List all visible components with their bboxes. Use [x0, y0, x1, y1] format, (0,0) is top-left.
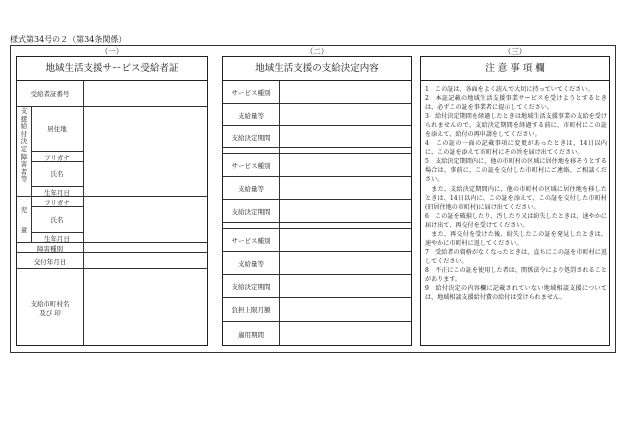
- amount-label-2: 支給量等: [238, 185, 264, 193]
- amount-label-1: 支給量等: [238, 112, 264, 120]
- notes-list: [425, 85, 607, 343]
- panel3-title: 注 意 事 項 欄: [421, 57, 609, 81]
- address-label: 居住地: [47, 125, 67, 133]
- child-furigana-label: フリガナ: [44, 199, 70, 207]
- note-4: 4 この証の一面の記載事項に変更があったときは、14日以内に、この証を添えて市町村にその旨を届け出てください。: [425, 140, 607, 157]
- municipality-seal-label: 支給市町村名 及び 印: [30, 300, 70, 317]
- note-2: 2 本証記載の地域生活支援事業サービスを受けようとするときは、必ずこの証を事業者に提示してください。: [425, 95, 607, 112]
- service-type-label-2: サービス種別: [231, 162, 271, 170]
- guardian-side-label: 支援給付決定障害者等: [20, 107, 28, 184]
- child-name-label: 氏名: [50, 216, 64, 224]
- section-label-2: （二）: [305, 47, 329, 56]
- applicable-period-label: 適用期間: [238, 331, 264, 339]
- child-birthdate-label: 生年月日: [44, 235, 70, 243]
- service-type-label-3: サービス種別: [231, 237, 271, 245]
- section-label-3: （三）: [503, 47, 527, 56]
- panel1-title: 地域生活支援サービス受給者証: [17, 57, 207, 81]
- decision-period-label-3: 支給決定期間: [231, 283, 271, 291]
- note-7: 7 受給者の資格がなくなったときは、直ちにこの証を市町村に返してください。: [425, 248, 607, 265]
- furigana-label: フリガナ: [44, 154, 70, 162]
- form-number-label: 様式第34号の２（第34条関係）: [10, 35, 127, 44]
- note-5b: また、支給決定期間内に、他の市町村の区域に居住地を移したときは、14日以内に、この証を添えて、この証を交付した市町村(旧居住地の市町村)に届け出てください。: [425, 185, 607, 211]
- monthly-cap-label: 負担上限月額: [231, 306, 271, 314]
- issue-date-label: 交付年月日: [33, 258, 67, 266]
- note-1: 1 この証は、各面をよく読んで大切に持っていてください。: [425, 86, 594, 93]
- note-5: 5 支給決定期間内に、他の市町村の区域に居住地を移そうとする場合は、事前に、この証を交付した市町村にご連絡、ご相談ください。: [425, 158, 607, 184]
- amount-label-3: 支給量等: [238, 260, 264, 268]
- recipient-certificate-panel: [16, 56, 208, 346]
- note-9: 9 給付決定の内容欄に記載されていない地域相談支援については、地域相談支援給付費の給付は受けられません。: [425, 285, 607, 302]
- name-label: 氏名: [50, 170, 64, 178]
- section-label-1: （一）: [100, 47, 124, 56]
- note-6b: また、再交付を受けた後、紛失したこの証を発見したときは、速やかに市町村に返してください。: [425, 230, 607, 247]
- decision-content-panel: [222, 56, 412, 346]
- disability-type-label: 障害種別: [37, 245, 63, 253]
- notes-panel: [420, 56, 610, 346]
- recipient-number-label: 受給者証番号: [30, 90, 70, 98]
- decision-period-label-2: 支給決定期間: [231, 208, 271, 216]
- panel2-title: 地域生活支援の支給決定内容: [223, 57, 411, 81]
- note-6: 6 この証を破損したり、汚したり又は紛失したときは、速やかに届け出て、再交付を受けてください。: [425, 212, 607, 229]
- child-side-label: 児童: [20, 206, 28, 234]
- note-3: 3 給付決定期間を経過したときは地域生活支援事業の支給を受けられませんので、支給決定期間を経過する前に、市町村にこの証を添えて、給付の再申請をしてください。: [425, 113, 607, 139]
- birthdate-label: 生年月日: [44, 189, 70, 197]
- note-8: 8 不正にこの証を使用した者は、関係法令により処罰されることがあります。: [425, 266, 607, 283]
- service-type-label-1: サービス種別: [231, 89, 271, 97]
- decision-period-label-1: 支給決定期間: [231, 134, 271, 142]
